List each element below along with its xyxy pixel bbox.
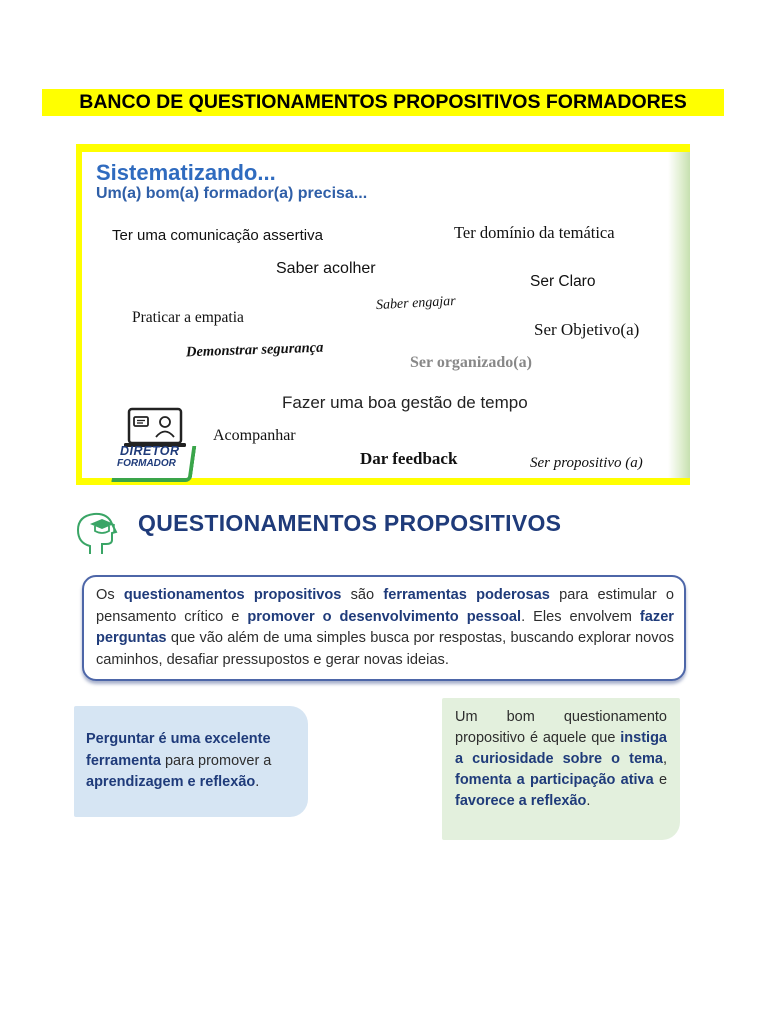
word-dominio: Ter domínio da temática bbox=[454, 223, 615, 242]
word-propositivo: Ser propositivo (a) bbox=[530, 455, 643, 471]
slide-subheading: Um(a) bom(a) formador(a) precisa... bbox=[96, 185, 368, 202]
page-title: BANCO DE QUESTIONAMENTOS PROPOSITIVOS FORMADORES bbox=[79, 91, 687, 113]
word-claro: Ser Claro bbox=[530, 273, 596, 290]
word-acompanhar: Acompanhar bbox=[213, 427, 296, 444]
badge-line1: DIRETOR bbox=[120, 444, 180, 458]
definition-text: Os questionamentos propositivos são ferramentas poderosas para estimular o pensamento crítico e promover o desenvolvimento pessoal. Eles envolvem fazer perguntas que vão além de uma simples busca por respostas, buscando explorar novos caminhos, desafiar pressupostos e gerar novas ideias. bbox=[96, 587, 674, 668]
word-organizado: Ser organizado(a) bbox=[410, 354, 532, 371]
badge-line2: FORMADOR bbox=[117, 458, 176, 469]
word-acolher: Saber acolher bbox=[276, 260, 376, 277]
word-feedback: Dar feedback bbox=[360, 449, 458, 468]
perguntar-text: Perguntar é uma excelente ferramenta para promover a aprendizagem e reflexão. bbox=[86, 731, 272, 790]
word-comunicacao: Ter uma comunicação assertiva bbox=[112, 227, 323, 244]
head-graduation-cap-icon bbox=[72, 510, 124, 556]
word-seguranca: Demonstrar segurança bbox=[185, 339, 324, 361]
word-engajar: Saber engajar bbox=[375, 293, 457, 314]
word-objetivo: Ser Objetivo(a) bbox=[534, 320, 640, 339]
word-tempo: Fazer uma boa gestão de tempo bbox=[282, 393, 528, 412]
slide-heading: Sistematizando... bbox=[96, 160, 276, 185]
slide-leaf-decoration bbox=[668, 152, 690, 478]
bom-questionamento-text: Um bom questionamento propositivo é aquele que instiga a curiosidade sobre o tema, fomenta a participação ativa e favorece a reflexão. bbox=[455, 709, 668, 809]
section-heading: QUESTIONAMENTOS PROPOSITIVOS bbox=[138, 510, 562, 536]
word-empatia: Praticar a empatia bbox=[132, 309, 244, 326]
